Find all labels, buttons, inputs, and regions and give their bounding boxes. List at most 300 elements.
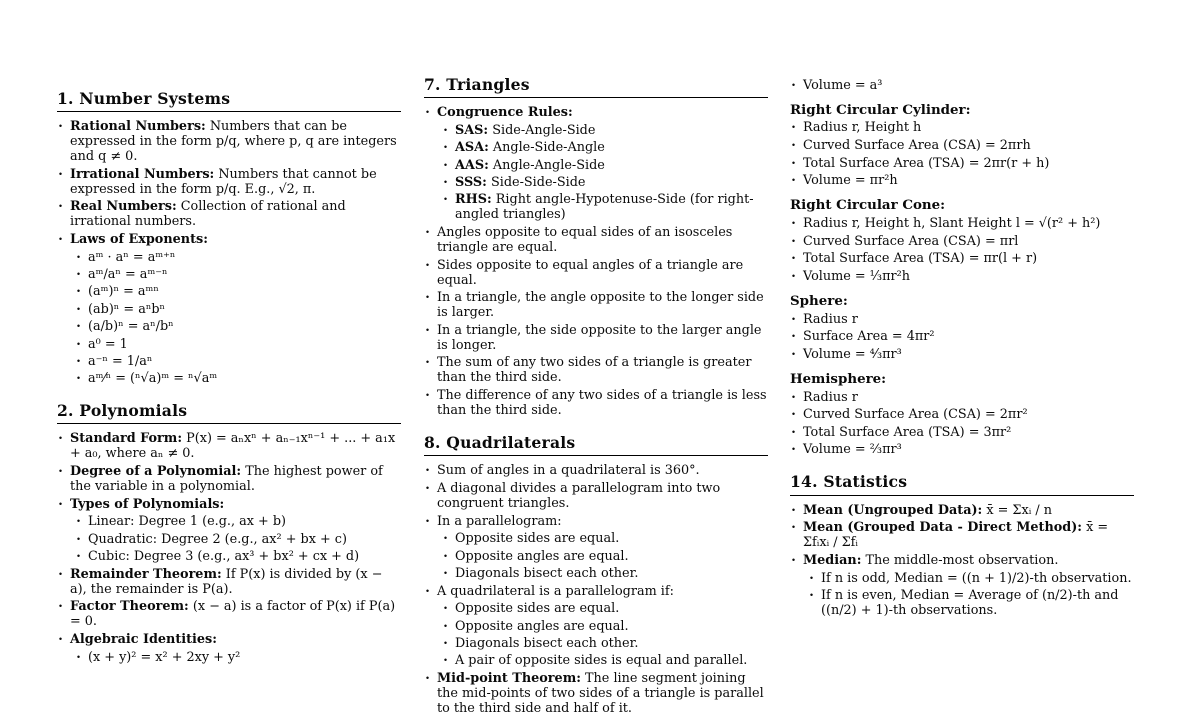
bullet-list xyxy=(790,121,1134,189)
list-item-row xyxy=(442,637,768,652)
bullet-icon: • xyxy=(443,160,449,171)
list-item-row xyxy=(424,389,768,419)
list-item xyxy=(424,259,768,289)
sub-list-item xyxy=(75,303,401,318)
bullet-list xyxy=(424,464,768,717)
list-item xyxy=(790,252,1134,267)
item-text xyxy=(455,158,605,173)
sub-list-item xyxy=(808,589,1134,619)
item-body: Cubic: Degree 3 (e.g., ax³ + bx² + cx + d) xyxy=(88,549,360,565)
item-text xyxy=(455,601,619,616)
item-body: Opposite angles are equal. xyxy=(455,618,629,634)
item-text xyxy=(70,497,224,512)
list-item-row xyxy=(424,259,768,289)
list-item-row xyxy=(790,235,1134,250)
item-body: x̄ = Σfᵢxᵢ / Σfᵢ xyxy=(803,520,1109,551)
list-item-row xyxy=(790,521,1134,551)
sub-list-item xyxy=(75,338,401,353)
list-item xyxy=(57,498,401,565)
item-body: The highest power of the variable in a polynomial. xyxy=(70,464,383,495)
item-body: Total Surface Area (TSA) = πr(l + r) xyxy=(803,251,1038,267)
bullet-icon: • xyxy=(425,260,431,271)
sub-list-item xyxy=(75,515,401,530)
item-term: Algebraic Identities: xyxy=(70,631,217,647)
list-item-row xyxy=(442,620,768,635)
sub-list-item xyxy=(75,285,401,300)
bullet-icon: • xyxy=(791,332,797,343)
list-item xyxy=(790,330,1134,345)
item-text xyxy=(803,347,902,362)
item-text xyxy=(88,650,240,665)
sub-list xyxy=(808,572,1134,619)
sub-list-item xyxy=(75,355,401,370)
bullet-icon: • xyxy=(425,293,431,304)
section-heading: 1. Number Systems xyxy=(57,90,401,112)
bullet-list xyxy=(790,313,1134,363)
list-item-row xyxy=(57,432,401,462)
item-body: Volume = ⅔πr³ xyxy=(803,442,902,458)
list-item xyxy=(790,217,1134,232)
item-text xyxy=(88,319,174,334)
list-item xyxy=(790,426,1134,441)
item-body: In a parallelogram: xyxy=(437,513,562,529)
list-item xyxy=(57,465,401,495)
item-body: Radius r xyxy=(803,311,858,327)
item-text xyxy=(455,175,585,190)
sub-list-item xyxy=(75,268,401,283)
item-text xyxy=(88,371,217,386)
item-text xyxy=(455,653,747,668)
item-term: Degree of a Polynomial: xyxy=(70,464,242,480)
item-body: If n is odd, Median = ((n + 1)/2)-th observation. xyxy=(821,570,1132,586)
list-item-row xyxy=(790,443,1134,458)
bullet-icon: • xyxy=(76,304,82,315)
item-body: Diagonals bisect each other. xyxy=(455,635,639,651)
bullet-icon: • xyxy=(425,673,431,684)
item-text xyxy=(437,258,743,288)
item-term: AAS: xyxy=(455,157,489,173)
bullet-icon: • xyxy=(791,392,797,403)
item-body: Side-Side-Side xyxy=(486,174,586,190)
sub-list xyxy=(75,515,401,565)
sub-list-item xyxy=(442,159,768,174)
list-item-row xyxy=(424,672,768,717)
sub-list xyxy=(75,251,401,387)
item-term: ASA: xyxy=(455,140,489,156)
sub-list-item xyxy=(442,141,768,156)
bullet-icon: • xyxy=(76,534,82,545)
list-item-row xyxy=(424,324,768,354)
bullet-icon: • xyxy=(58,634,64,645)
item-text xyxy=(455,192,754,222)
list-item-row xyxy=(790,270,1134,285)
item-body: The line segment joining the mid-points of two sides of a triangle is parallel to the third side and half of it. xyxy=(437,670,764,716)
item-text xyxy=(88,337,128,352)
list-item xyxy=(790,174,1134,189)
bullet-icon: • xyxy=(791,555,797,566)
item-body: aᵐ/aⁿ = aᵐ⁻ⁿ xyxy=(88,267,168,283)
list-item xyxy=(424,226,768,256)
list-item-row xyxy=(442,602,768,617)
item-text xyxy=(803,329,935,344)
list-item-row xyxy=(790,313,1134,328)
list-item xyxy=(790,313,1134,328)
item-body: Curved Surface Area (CSA) = 2πr² xyxy=(803,407,1028,423)
item-body: Linear: Degree 1 (e.g., ax + b) xyxy=(88,514,287,530)
list-item-row xyxy=(75,285,401,300)
list-item xyxy=(790,443,1134,458)
list-item xyxy=(790,408,1134,423)
bullet-icon: • xyxy=(791,349,797,360)
item-text xyxy=(437,463,700,478)
item-term: RHS: xyxy=(455,192,492,208)
list-item xyxy=(790,391,1134,406)
item-text xyxy=(88,302,165,317)
sub-list xyxy=(75,651,401,666)
bullet-icon: • xyxy=(58,122,64,133)
item-body: Collection of rational and irrational numbers. xyxy=(70,199,346,230)
item-body: Volume = ⁴⁄₃πr³ xyxy=(803,346,902,362)
bullet-icon: • xyxy=(791,410,797,421)
item-body: Curved Surface Area (CSA) = πrl xyxy=(803,233,1019,249)
bullet-icon: • xyxy=(791,523,797,534)
subsection-heading: Sphere: xyxy=(790,292,848,309)
bullet-icon: • xyxy=(791,158,797,169)
sub-list-item xyxy=(442,637,768,652)
bullet-icon: • xyxy=(791,80,797,91)
list-item xyxy=(790,157,1134,172)
bullet-icon: • xyxy=(425,358,431,369)
list-item-row xyxy=(424,585,768,600)
bullet-icon: • xyxy=(58,202,64,213)
bullet-icon: • xyxy=(443,621,449,632)
item-body: Angle-Side-Angle xyxy=(488,140,605,156)
list-item-row xyxy=(790,139,1134,154)
bullet-icon: • xyxy=(791,505,797,516)
item-text xyxy=(70,167,377,197)
bullet-list xyxy=(790,391,1134,459)
list-item xyxy=(424,464,768,479)
sub-list xyxy=(442,532,768,582)
item-body: Diagonals bisect each other. xyxy=(455,565,639,581)
list-item-row xyxy=(75,320,401,335)
bullet-icon: • xyxy=(443,195,449,206)
list-item-row xyxy=(442,567,768,582)
item-body: Total Surface Area (TSA) = 3πr² xyxy=(803,424,1012,440)
item-text xyxy=(455,549,629,564)
section-heading: 2. Polynomials xyxy=(57,402,401,424)
bullet-icon: • xyxy=(76,374,82,385)
item-term: Congruence Rules: xyxy=(437,105,573,121)
bullet-icon: • xyxy=(76,270,82,281)
bullet-icon: • xyxy=(76,517,82,528)
item-text xyxy=(455,619,629,634)
item-text xyxy=(88,284,159,299)
list-item xyxy=(424,106,768,223)
item-body: Numbers that can be expressed in the form p/q, where p, q are integers and q ≠ 0. xyxy=(70,119,397,165)
item-text xyxy=(803,503,1052,518)
bullet-icon: • xyxy=(58,569,64,580)
bullet-icon: • xyxy=(443,143,449,154)
list-item xyxy=(790,235,1134,250)
bullet-icon: • xyxy=(425,586,431,597)
list-item xyxy=(790,521,1134,551)
bullet-icon: • xyxy=(791,271,797,282)
item-body: P(x) = aₙxⁿ + aₙ₋₁xⁿ⁻¹ + ... + a₁x + a₀, where aₙ ≠ 0. xyxy=(70,431,396,462)
list-item-row xyxy=(442,176,768,191)
item-body: Opposite sides are equal. xyxy=(455,531,620,547)
item-text xyxy=(803,216,1100,231)
list-item-row xyxy=(424,356,768,386)
item-text xyxy=(437,584,674,599)
item-text xyxy=(437,105,573,120)
bullet-icon: • xyxy=(76,652,82,663)
list-item-row xyxy=(75,268,401,283)
list-item xyxy=(424,482,768,512)
column-right xyxy=(790,76,1134,621)
list-item-row xyxy=(57,120,401,165)
sub-list-item xyxy=(75,320,401,335)
list-item-row xyxy=(790,252,1134,267)
item-body: Volume = πr²h xyxy=(803,173,898,189)
bullet-icon: • xyxy=(791,445,797,456)
list-item-row xyxy=(442,159,768,174)
item-text xyxy=(437,355,751,385)
item-text xyxy=(88,267,168,282)
list-item xyxy=(57,568,401,598)
sub-list-item xyxy=(442,654,768,669)
item-text xyxy=(455,140,605,155)
sub-list-item xyxy=(442,124,768,139)
item-body: If n is even, Median = Average of (n/2)-th and ((n/2) + 1)-th observations. xyxy=(821,587,1119,618)
list-item xyxy=(57,168,401,198)
list-item-row xyxy=(442,654,768,669)
bullet-icon: • xyxy=(425,391,431,402)
sub-list-item xyxy=(442,620,768,635)
item-body: Sides opposite to equal angles of a triangle are equal. xyxy=(437,257,744,288)
sub-list-item xyxy=(442,532,768,547)
list-item-row xyxy=(790,348,1134,363)
sub-list xyxy=(442,602,768,669)
item-body: Total Surface Area (TSA) = 2πr(r + h) xyxy=(803,155,1050,171)
item-text xyxy=(821,588,1118,618)
bullet-icon: • xyxy=(58,434,64,445)
bullet-icon: • xyxy=(809,590,815,601)
bullet-icon: • xyxy=(443,534,449,545)
item-body: Opposite sides are equal. xyxy=(455,601,620,617)
item-body: a⁰ = 1 xyxy=(88,336,128,352)
item-text xyxy=(803,390,858,405)
bullet-icon: • xyxy=(76,287,82,298)
sub-list xyxy=(442,124,768,223)
bullet-icon: • xyxy=(443,551,449,562)
list-item-row xyxy=(790,174,1134,189)
item-body: In a triangle, the side opposite to the larger angle is longer. xyxy=(437,322,762,353)
list-item-row xyxy=(424,226,768,256)
list-item-row xyxy=(57,633,401,648)
item-text xyxy=(455,636,638,651)
sub-list-item xyxy=(442,550,768,565)
list-item-row xyxy=(442,532,768,547)
list-item-row xyxy=(57,168,401,198)
list-item-row xyxy=(75,303,401,318)
list-item-row xyxy=(57,465,401,495)
item-text xyxy=(70,599,395,629)
list-item-row xyxy=(57,200,401,230)
bullet-icon: • xyxy=(58,169,64,180)
list-item-row xyxy=(75,355,401,370)
item-text xyxy=(455,123,595,138)
bullet-icon: • xyxy=(791,123,797,134)
section-heading: 7. Triangles xyxy=(424,76,768,98)
item-text xyxy=(803,425,1011,440)
bullet-icon: • xyxy=(443,656,449,667)
sub-list-item xyxy=(75,372,401,387)
list-item-row xyxy=(442,124,768,139)
bullet-icon: • xyxy=(425,466,431,477)
list-item xyxy=(790,79,1134,94)
item-body: a⁻ⁿ = 1/aⁿ xyxy=(88,353,153,369)
section-heading: 14. Statistics xyxy=(790,473,1134,495)
item-body: Quadratic: Degree 2 (e.g., ax² + bx + c) xyxy=(88,531,347,547)
list-item-row xyxy=(790,79,1134,94)
item-term: SAS: xyxy=(455,122,489,138)
item-text xyxy=(70,431,395,461)
item-body: A quadrilateral is a parallelogram if: xyxy=(437,583,674,599)
item-term: Rational Numbers: xyxy=(70,119,206,135)
bullet-icon: • xyxy=(425,108,431,119)
bullet-icon: • xyxy=(76,252,82,263)
item-text xyxy=(70,567,382,597)
bullet-icon: • xyxy=(443,125,449,136)
list-item xyxy=(57,600,401,630)
item-text xyxy=(437,290,764,320)
list-item-row xyxy=(790,554,1134,569)
list-item-row xyxy=(424,291,768,321)
item-text xyxy=(455,531,619,546)
item-text xyxy=(70,119,397,164)
list-item-row xyxy=(424,106,768,121)
bullet-icon: • xyxy=(425,227,431,238)
item-body: Angle-Angle-Side xyxy=(488,157,605,173)
item-text xyxy=(803,251,1037,266)
sub-list-item xyxy=(808,572,1134,587)
bullet-icon: • xyxy=(58,235,64,246)
item-term: Median: xyxy=(803,552,862,568)
list-item xyxy=(57,200,401,230)
item-body: (a/b)ⁿ = aⁿ/bⁿ xyxy=(88,319,174,335)
item-text xyxy=(88,514,286,529)
list-item xyxy=(790,270,1134,285)
item-term: Mean (Grouped Data - Direct Method): xyxy=(803,520,1083,536)
list-item xyxy=(57,120,401,165)
item-body: A diagonal divides a parallelogram into two congruent triangles. xyxy=(437,480,721,511)
item-term: Mid-point Theorem: xyxy=(437,670,581,686)
list-item-row xyxy=(790,330,1134,345)
bullet-list xyxy=(790,217,1134,285)
bullet-icon: • xyxy=(791,176,797,187)
item-text xyxy=(803,269,910,284)
item-text xyxy=(803,442,902,457)
item-body: Curved Surface Area (CSA) = 2πrh xyxy=(803,137,1031,153)
list-item-row xyxy=(75,251,401,266)
bullet-list xyxy=(790,79,1134,94)
item-body: The middle-most observation. xyxy=(861,552,1059,568)
item-body: (x + y)² = x² + 2xy + y² xyxy=(88,649,241,665)
item-body: Opposite angles are equal. xyxy=(455,548,629,564)
list-item xyxy=(424,324,768,354)
item-body: (x − a) is a factor of P(x) if P(a) = 0. xyxy=(70,599,396,630)
list-item xyxy=(790,139,1134,154)
sub-list-item xyxy=(442,176,768,191)
item-body: A pair of opposite sides is equal and parallel. xyxy=(455,653,748,669)
list-item-row xyxy=(75,372,401,387)
item-text xyxy=(455,566,638,581)
list-item xyxy=(790,348,1134,363)
list-item xyxy=(424,672,768,717)
item-text xyxy=(803,156,1049,171)
list-item-row xyxy=(790,217,1134,232)
list-item-row xyxy=(808,572,1134,587)
bullet-icon: • xyxy=(76,356,82,367)
item-text xyxy=(437,388,767,418)
column-middle xyxy=(424,76,768,720)
item-body: (ab)ⁿ = aⁿbⁿ xyxy=(88,301,166,317)
bullet-icon: • xyxy=(425,483,431,494)
sub-list-item xyxy=(75,651,401,666)
list-item xyxy=(424,515,768,582)
bullet-icon: • xyxy=(76,339,82,350)
list-item-row xyxy=(790,426,1134,441)
item-body: The sum of any two sides of a triangle is greater than the third side. xyxy=(437,355,752,386)
list-item xyxy=(57,633,401,666)
list-item-row xyxy=(790,391,1134,406)
item-body: Radius r xyxy=(803,389,858,405)
item-text xyxy=(70,199,346,229)
item-body: The difference of any two sides of a triangle is less than the third side. xyxy=(437,388,767,419)
column-left xyxy=(57,90,401,668)
bullet-icon: • xyxy=(791,236,797,247)
item-text xyxy=(88,532,347,547)
item-text xyxy=(803,120,921,135)
bullet-icon: • xyxy=(58,499,64,510)
bullet-icon: • xyxy=(443,177,449,188)
item-body: (aᵐ)ⁿ = aᵐⁿ xyxy=(88,284,159,300)
item-text xyxy=(437,225,732,255)
bullet-icon: • xyxy=(809,573,815,584)
item-text xyxy=(70,464,383,494)
item-term: Factor Theorem: xyxy=(70,599,189,615)
list-item xyxy=(57,432,401,462)
list-item xyxy=(424,389,768,419)
list-item-row xyxy=(75,338,401,353)
bullet-list xyxy=(424,106,768,419)
subsection-heading: Right Circular Cylinder: xyxy=(790,101,971,118)
bullet-icon: • xyxy=(791,254,797,265)
list-item-row xyxy=(442,550,768,565)
bullet-icon: • xyxy=(58,467,64,478)
item-term: SSS: xyxy=(455,174,487,190)
item-body: Volume = a³ xyxy=(803,77,883,93)
list-item-row xyxy=(790,408,1134,423)
list-item-row xyxy=(424,515,768,530)
item-body: Numbers that cannot be expressed in the form p/q. E.g., √2, π. xyxy=(70,166,377,197)
list-item xyxy=(424,356,768,386)
list-item-row xyxy=(808,589,1134,619)
subsection-heading: Hemisphere: xyxy=(790,370,887,387)
list-item-row xyxy=(790,157,1134,172)
sub-list-item xyxy=(75,533,401,548)
